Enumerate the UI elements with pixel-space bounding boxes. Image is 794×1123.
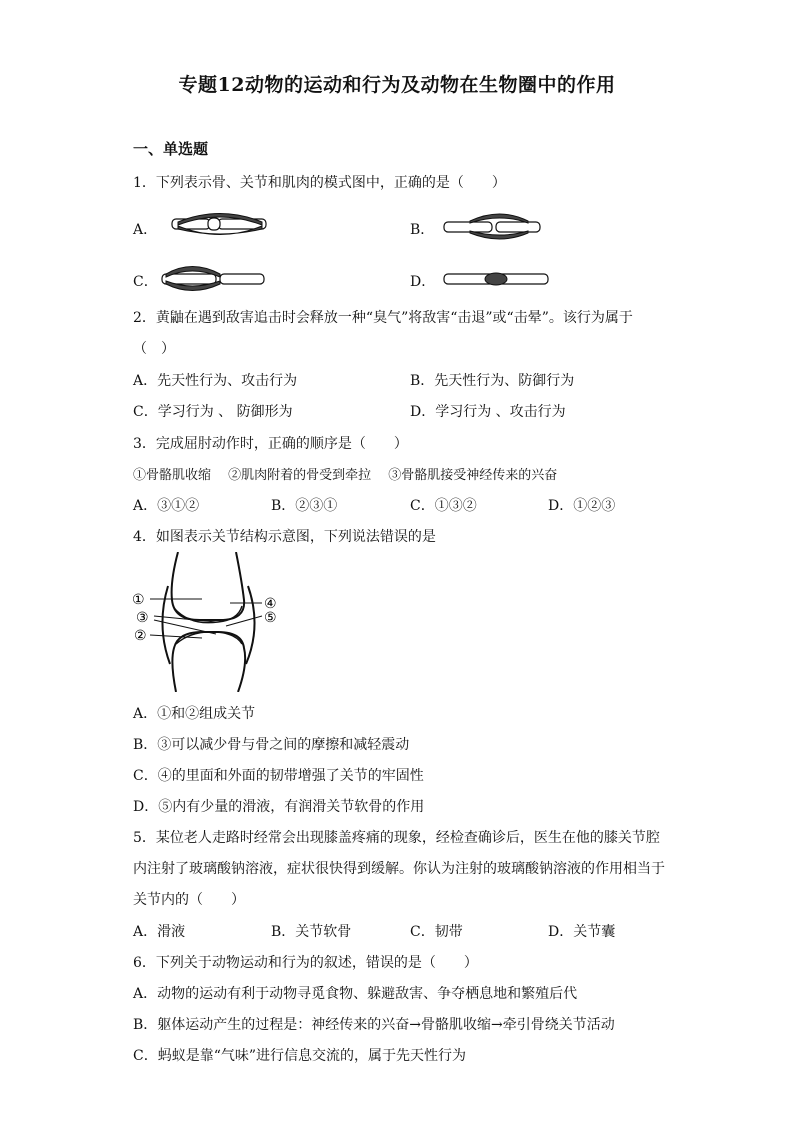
q5-stem-line1: 5．某位老人走路时经常会出现膝盖疼痛的现象，经检查确诊后，医生在他的膝关节腔 (133, 830, 660, 846)
q2-option-d: D．学习行为 、攻击行为 (410, 404, 566, 420)
q3-option-d: D．①②③ (548, 498, 616, 514)
q1-option-b: B． (410, 222, 435, 238)
q2-stem-line2: （ ） (133, 341, 175, 357)
label-2: ② (134, 628, 147, 644)
q6-option-c: C．蚂蚁是靠“气味”进行信息交流的，属于先天性行为 (133, 1048, 467, 1064)
q6-option-a: A．动物的运动有利于动物寻觅食物、躲避敌害、争夺栖息地和繁殖后代 (133, 986, 578, 1002)
q5-option-d: D．关节囊 (548, 924, 616, 940)
q5-stem-line3: 关节内的（ ） (133, 892, 245, 908)
q6-stem: 6．下列关于动物运动和行为的叙述，错误的是（ ） (133, 955, 478, 971)
q5-option-a: A．滑液 (133, 924, 186, 940)
label-5: ⑤ (264, 610, 277, 626)
page-title: 专题12动物的运动和行为及动物在生物圈中的作用 (178, 74, 616, 96)
q5-stem-line2: 内注射了玻璃酸钠溶液，症状很快得到缓解。你认为注射的玻璃酸钠溶液的作用相当于 (133, 861, 665, 877)
q4-stem: 4．如图表示关节结构示意图，下列说法错误的是 (133, 529, 436, 545)
q4-option-c: C．④的里面和外面的韧带增强了关节的牢固性 (133, 768, 424, 784)
q5-option-c: C．韧带 (410, 924, 463, 940)
q4-option-a: A．①和②组成关节 (133, 706, 256, 722)
q3-option-a: A．③①② (133, 498, 200, 514)
q1-stem: 1．下列表示骨、关节和肌肉的模式图中，正确的是（ ） (133, 175, 506, 191)
q6-option-b: B．躯体运动产生的过程是：神经传来的兴奋→骨骼肌收缩→牵引骨绕关节活动 (133, 1017, 615, 1033)
q1-option-d-muscle-bone-icon (440, 267, 552, 291)
q1-option-a-muscle-bone-icon (168, 209, 272, 243)
q4-option-b: B．③可以减少骨与骨之间的摩擦和减轻震动 (133, 737, 410, 753)
q1-option-b-muscle-bone-icon (440, 209, 544, 243)
q1-option-c: C． (133, 274, 158, 290)
q1-option-a: A． (133, 222, 158, 238)
q1-option-d: D． (410, 274, 436, 290)
section-heading: 一、单选题 (133, 140, 209, 158)
label-1: ① (132, 592, 145, 608)
q3-items: ①骨骼肌收缩 ②肌肉附着的骨受到牵拉 ③骨骼肌接受神经传来的兴奋 (133, 468, 558, 483)
q2-option-a: A．先天性行为、攻击行为 (133, 373, 298, 389)
q3-stem: 3．完成屈肘动作时，正确的顺序是（ ） (133, 436, 408, 452)
q3-option-c: C．①③② (410, 498, 477, 514)
q5-option-b: B．关节软骨 (271, 924, 352, 940)
label-4: ④ (264, 596, 277, 612)
q2-option-b: B．先天性行为、防御行为 (410, 373, 575, 389)
q3-option-b: B．②③① (271, 498, 338, 514)
q2-option-c: C．学习行为 、 防御形为 (133, 404, 293, 420)
q2-stem-line1: 2．黄鼬在遇到敌害追击时会释放一种“臭气”将敌害“击退”或“击晕”。该行为属于 (133, 310, 633, 326)
joint-structure-diagram (130, 552, 290, 692)
q4-option-d: D．⑤内有少量的滑液，有润滑关节软骨的作用 (133, 799, 425, 815)
q1-option-c-muscle-bone-icon (158, 261, 268, 295)
label-3: ③ (136, 610, 149, 626)
